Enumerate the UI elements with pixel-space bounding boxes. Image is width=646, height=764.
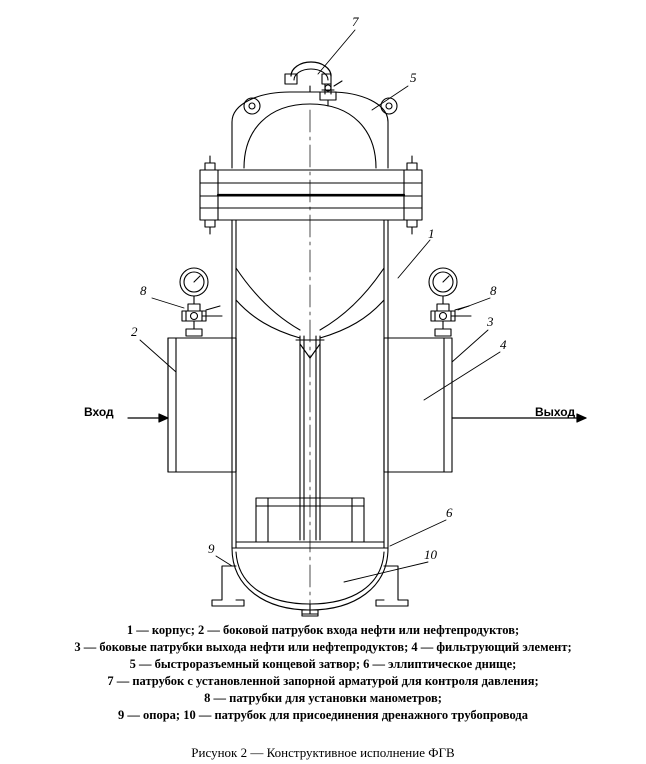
- inlet-nozzle: [168, 338, 236, 472]
- legend-line-5: 8 — патрубки для установки манометров;: [204, 691, 442, 705]
- callout-5: 5: [410, 70, 417, 85]
- callout-10: 10: [424, 547, 437, 562]
- callout-1: 1: [428, 226, 435, 241]
- outlet-nozzle: [384, 338, 452, 472]
- pressure-control-valve-assembly: [285, 62, 342, 106]
- legend-line-1: 1 — корпус; 2 — боковой патрубок входа нефти или нефтепродуктов;: [126, 623, 520, 637]
- flow-arrows: [128, 414, 586, 422]
- figure-title: Рисунок 2 — Конструктивное исполнение ФГВ: [191, 745, 455, 760]
- callout-8-right: 8: [490, 283, 497, 298]
- callout-4: 4: [500, 337, 507, 352]
- legend-line-2: 3 — боковые патрубки выхода нефти или нефтепродуктов; 4 — фильтрующий элемент;: [74, 640, 572, 654]
- legend-line-6: 9 — опора; 10 — патрубок для присоединения дренажного трубопровода: [118, 708, 528, 722]
- callout-3: 3: [487, 314, 494, 329]
- outlet-flow-label: Выход: [535, 405, 576, 419]
- vessel-flange: [200, 156, 422, 234]
- manometer-right: [429, 268, 471, 336]
- manometer-left: [180, 268, 222, 336]
- callout-9: 9: [208, 541, 215, 556]
- callout-6: 6: [446, 505, 453, 520]
- callout-2: 2: [131, 324, 138, 339]
- legend-line-4: 7 — патрубок с установленной запорной арматурой для контроля давления;: [107, 674, 539, 688]
- inlet-flow-label: Вход: [84, 405, 114, 419]
- callout-8-left: 8: [140, 283, 147, 298]
- quick-release-closure: [232, 86, 397, 168]
- figure-caption-block: [0, 622, 646, 761]
- legend-line-3: 5 — быстроразъемный концевой затвор; 6 — эллиптическое днище;: [129, 657, 517, 671]
- callout-7: 7: [352, 14, 359, 29]
